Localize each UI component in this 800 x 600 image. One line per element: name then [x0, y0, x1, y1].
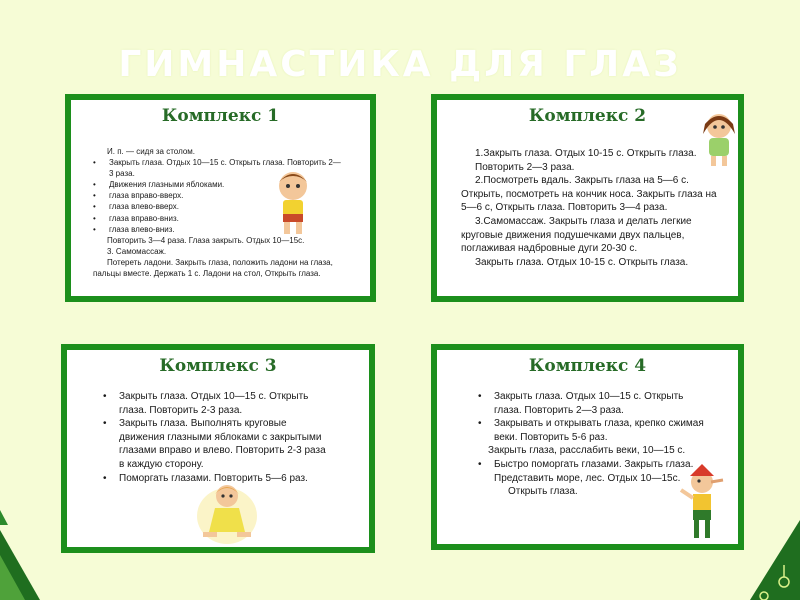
list-item: • Поморгать глазами. Повторить 5—6 раз. [99, 472, 331, 486]
card-title: Комплекс 4 [528, 356, 647, 376]
list-item: • Закрыть глаза. Отдых 10—15 с. Открыть глаза. Повторить 2-3 раза. [99, 390, 331, 417]
list-item: • глаза влево-вверх. [93, 201, 343, 212]
list-item: • Движения глазными яблоками. [93, 179, 343, 190]
pinocchio-illustration [677, 464, 727, 544]
list-item: • Закрыть глаза. Отдых 10—15 с. Открыть глаза. Повторить 2—3 раза. [93, 157, 343, 179]
card-complex-3 [61, 344, 375, 553]
girl-illustration [699, 108, 739, 168]
text-line: Открыть глаза. [508, 486, 578, 498]
text-line: 3.Самомассаж. Закрыть глаза и делать легкие круговые движения подушечками двух пальцев, поглаживая надбровные дуги 20-30 с. [461, 215, 692, 255]
list-item: • Закрывать и открывать глаза, крепко сжимая веки. Повторить 5-6 раз. [474, 417, 710, 444]
list-item: • глаза вправо-вверх. [93, 190, 343, 201]
card-complex-1 [65, 94, 376, 302]
card-complex-2 [431, 94, 744, 302]
slide-title: ГИМНАСТИКА ДЛЯ ГЛАЗ [118, 44, 682, 85]
corner-decoration-left [0, 470, 60, 600]
card-complex-4 [431, 344, 744, 550]
text-line: Повторить 3—4 раза. Глаза закрыть. Отдых 10—15с. [107, 235, 305, 245]
card-title: Комплекс 3 [159, 356, 277, 376]
list-item: • Быстро поморгать глазами. Закрыть глаза. Представить море, лес. Отдых 10—15с. [474, 458, 710, 485]
text-line: 2.Посмотреть вдаль. Закрыть глаза на 5—6 с. Открыть, посмотреть на кончик носа. Закрыть глаза на 5—6 с, Открыть глаза. Повторить 3—4 раза. [461, 175, 717, 214]
card-body [461, 147, 717, 269]
text-line: Потереть ладони. Закрыть глаза, положить ладони на глаза, пальцы вместе. Держать 1 с. Ладони на стол, Открыть глаза. [93, 257, 333, 279]
card-title: Комплекс 1 [161, 106, 280, 126]
card-body [474, 390, 710, 499]
sitting-girl-illustration [195, 476, 259, 546]
text-line: 3. Самомассаж. [107, 246, 167, 256]
list-item: • глаза вправо-вниз. [93, 213, 343, 224]
corner-decoration-right [740, 520, 800, 600]
list-item: • Закрыть глаза. Выполнять круговые движения глазными яблоками с закрытыми глазами вправо и влево. Повторить 2-3 раза в каждую сторону. [99, 417, 331, 471]
list-item: • Закрыть глаза. Отдых 10—15 с. Открыть глаза. Повторить 2—3 раза. [474, 390, 710, 417]
card-body [99, 390, 331, 485]
list-item: • глаза влево-вниз. [93, 224, 343, 235]
card-title: Комплекс 2 [528, 106, 647, 126]
text-line: Закрыть глаза. Отдых 10-15 с. Открыть глаза. [475, 256, 689, 268]
text-line: И. п. — сидя за столом. [107, 147, 196, 156]
boy-illustration [271, 168, 315, 238]
text-line: 1.Закрыть глаза. Отдых 10-15 с. Открыть глаза. Повторить 2—3 раза. [475, 148, 697, 173]
text-line: Закрыть глаза, расслабить веки, 10—15 с. [488, 445, 686, 457]
